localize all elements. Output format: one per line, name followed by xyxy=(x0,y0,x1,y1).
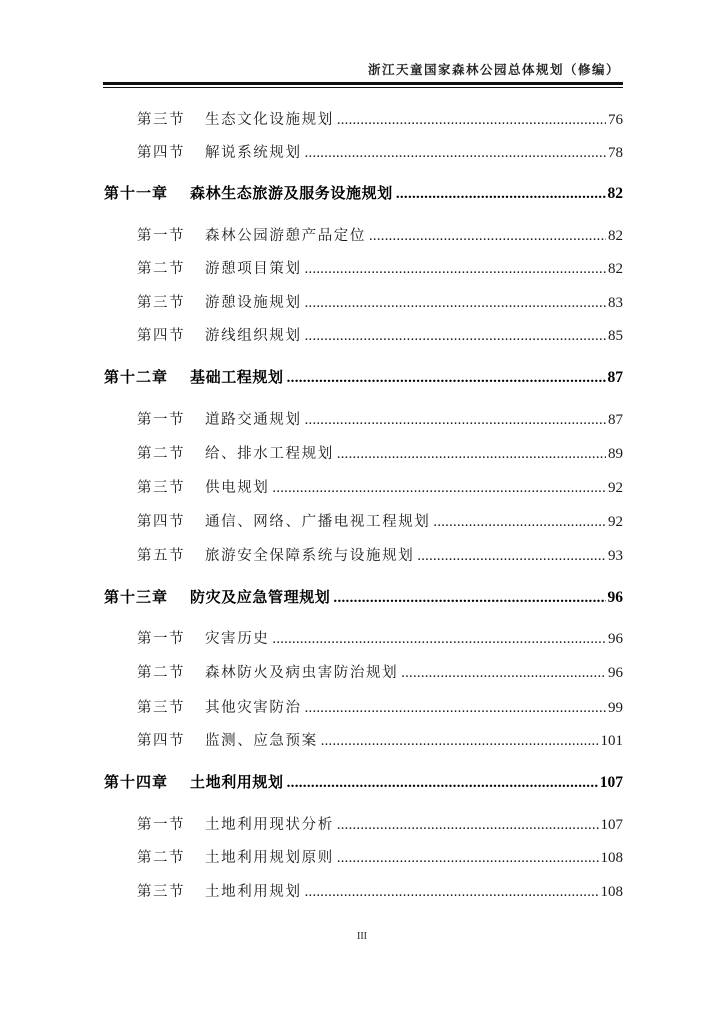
chapter-number: 第十四章 xyxy=(104,773,169,791)
page-number: 93 xyxy=(608,548,623,564)
dot-leader xyxy=(369,228,606,245)
section-title: 森林防火及病虫害防治规划 xyxy=(205,665,399,681)
chapter-number: 第十二章 xyxy=(104,368,169,386)
section-number: 第三节 xyxy=(137,480,185,496)
toc-section-entry[interactable] xyxy=(137,813,623,837)
section-number: 第三节 xyxy=(137,295,185,311)
section-number: 第五节 xyxy=(137,548,185,564)
toc-section-entry[interactable] xyxy=(137,846,623,870)
section-number: 第四节 xyxy=(137,328,185,344)
toc-section-entry[interactable] xyxy=(137,510,623,534)
dot-leader xyxy=(337,817,599,834)
toc-section-entry[interactable] xyxy=(137,661,623,685)
section-number: 第四节 xyxy=(137,514,185,530)
page-number: 107 xyxy=(600,817,623,833)
toc-section-entry[interactable] xyxy=(137,141,623,165)
page-number: 101 xyxy=(600,733,623,749)
section-number: 第一节 xyxy=(137,228,185,244)
page-number: 108 xyxy=(600,884,623,900)
toc-section-entry[interactable] xyxy=(137,729,623,753)
chapter-title: 土地利用规划 xyxy=(190,773,284,791)
section-number: 第四节 xyxy=(137,733,185,749)
section-number: 第二节 xyxy=(137,261,185,277)
section-number: 第四节 xyxy=(137,145,185,161)
page-number: 82 xyxy=(607,185,623,202)
page-number: 83 xyxy=(608,295,623,311)
page-number: 92 xyxy=(608,480,623,496)
running-header-title: 浙江天童国家森林公园总体规划（修编） xyxy=(367,62,620,77)
dot-leader xyxy=(333,590,605,607)
toc-section-entry[interactable] xyxy=(137,696,623,720)
dot-leader xyxy=(401,665,606,682)
dot-leader xyxy=(305,145,606,162)
page-number: 107 xyxy=(599,774,623,791)
section-title: 供电规划 xyxy=(205,480,270,496)
page-number: 87 xyxy=(607,369,623,386)
section-number: 第二节 xyxy=(137,665,185,681)
toc-chapter-entry[interactable] xyxy=(104,182,623,206)
section-title: 通信、网络、广播电视工程规划 xyxy=(205,514,431,530)
toc-chapter-entry[interactable] xyxy=(104,586,623,610)
dot-leader xyxy=(305,884,599,901)
toc-section-entry[interactable] xyxy=(137,544,623,568)
section-title: 监测、应急预案 xyxy=(205,733,318,749)
page-number: 85 xyxy=(608,328,623,344)
section-title: 森林公园游憩产品定位 xyxy=(205,228,366,244)
page-number: 89 xyxy=(608,446,623,462)
toc-section-entry[interactable] xyxy=(137,476,623,500)
dot-leader xyxy=(305,700,606,717)
section-number: 第三节 xyxy=(137,112,185,128)
dot-leader xyxy=(321,733,599,750)
dot-leader xyxy=(287,775,598,792)
dot-leader xyxy=(305,261,606,278)
page-number: 108 xyxy=(600,850,623,866)
footer-page-number: III xyxy=(357,931,367,942)
section-number: 第三节 xyxy=(137,884,185,900)
section-title: 土地利用规划原则 xyxy=(205,850,334,866)
section-number: 第一节 xyxy=(137,817,185,833)
toc-section-entry[interactable] xyxy=(137,291,623,315)
page-number: 76 xyxy=(608,112,623,128)
chapter-number: 第十三章 xyxy=(104,588,169,606)
toc-section-entry[interactable] xyxy=(137,627,623,651)
section-number: 第一节 xyxy=(137,412,185,428)
section-number: 第三节 xyxy=(137,700,185,716)
section-number: 第二节 xyxy=(137,446,185,462)
dot-leader xyxy=(305,328,606,345)
toc-chapter-entry[interactable] xyxy=(104,771,623,795)
toc-section-entry[interactable] xyxy=(137,442,623,466)
page-number: 82 xyxy=(608,228,623,244)
section-title: 其他灾害防治 xyxy=(205,700,302,716)
toc-section-entry[interactable] xyxy=(137,224,623,248)
page-number: 96 xyxy=(607,589,623,606)
chapter-title: 防灾及应急管理规划 xyxy=(190,588,331,606)
chapter-title: 基础工程规划 xyxy=(190,368,284,386)
dot-leader xyxy=(272,480,606,497)
section-title: 解说系统规划 xyxy=(205,145,302,161)
section-title: 道路交通规划 xyxy=(205,412,302,428)
chapter-number: 第十一章 xyxy=(104,184,169,202)
dot-leader xyxy=(337,850,599,867)
page-number: 78 xyxy=(608,145,623,161)
section-title: 土地利用规划 xyxy=(205,884,302,900)
section-title: 灾害历史 xyxy=(205,631,270,647)
section-title: 生态文化设施规划 xyxy=(205,112,334,128)
dot-leader xyxy=(337,446,606,463)
toc-section-entry[interactable] xyxy=(137,108,623,132)
section-title: 旅游安全保障系统与设施规划 xyxy=(205,548,415,564)
toc-chapter-entry[interactable] xyxy=(104,366,623,390)
section-number: 第一节 xyxy=(137,631,185,647)
dot-leader xyxy=(337,112,606,129)
dot-leader xyxy=(396,186,606,203)
dot-leader xyxy=(417,548,606,565)
section-title: 给、排水工程规划 xyxy=(205,446,334,462)
toc-section-entry[interactable] xyxy=(137,257,623,281)
page-number: 96 xyxy=(608,631,623,647)
toc-section-entry[interactable] xyxy=(137,880,623,904)
section-title: 游憩项目策划 xyxy=(205,261,302,277)
section-title: 土地利用现状分析 xyxy=(205,817,334,833)
dot-leader xyxy=(305,295,606,312)
page-number: 92 xyxy=(608,514,623,530)
page-number: 82 xyxy=(608,261,623,277)
section-number: 第二节 xyxy=(137,850,185,866)
section-title: 游憩设施规划 xyxy=(205,295,302,311)
section-title: 游线组织规划 xyxy=(205,328,302,344)
page-number: 99 xyxy=(608,700,623,716)
page-number: 87 xyxy=(608,412,623,428)
toc-section-entry[interactable] xyxy=(137,324,623,348)
chapter-title: 森林生态旅游及服务设施规划 xyxy=(190,184,393,202)
dot-leader xyxy=(305,412,606,429)
dot-leader xyxy=(287,370,606,387)
toc-section-entry[interactable] xyxy=(137,408,623,432)
page-number: 96 xyxy=(608,665,623,681)
dot-leader xyxy=(433,514,606,531)
dot-leader xyxy=(272,631,606,648)
